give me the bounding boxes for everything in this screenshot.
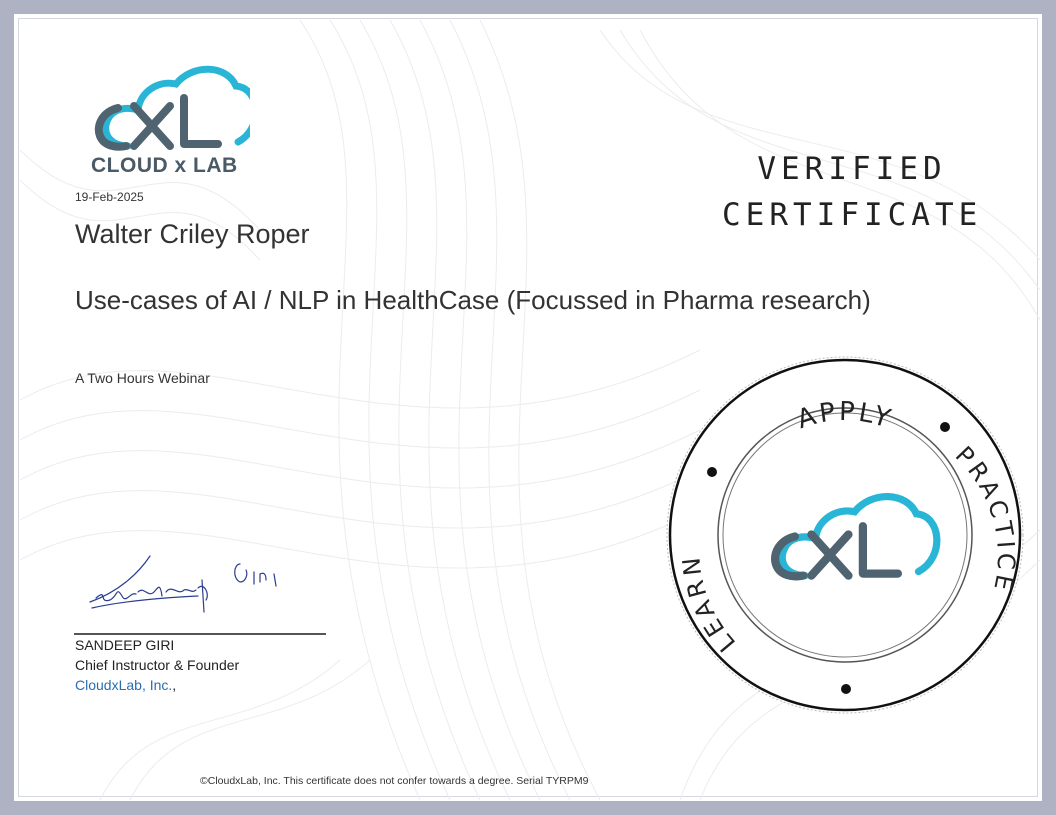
company-link[interactable]: CloudxLab, Inc. (75, 677, 173, 693)
signer-title: Chief Instructor & Founder (75, 657, 240, 673)
footer-disclaimer: ©CloudxLab, Inc. This certificate does not confer towards a degree. Serial TYRPM9 (200, 775, 589, 787)
seal-word-practice: PRACTICE (949, 440, 1021, 597)
certificate-heading (722, 146, 982, 238)
signer-name: SANDEEP GIRI (75, 637, 175, 653)
seal-word-learn: LEARN (676, 552, 742, 658)
course-title: Use-cases of AI / NLP in HealthCase (Focussed in Pharma research) (75, 285, 871, 315)
course-description: A Two Hours Webinar (75, 370, 210, 386)
heading-line-verified: VERIFIED (757, 151, 947, 187)
seal-word-apply: APPLY (793, 396, 897, 436)
handwritten-signature (88, 552, 298, 622)
issue-date: 19-Feb-2025 (75, 190, 144, 204)
heading-line-certificate: CERTIFICATE (722, 197, 983, 233)
company-name (75, 677, 176, 693)
company-suffix: , (172, 677, 177, 693)
apply-practice-learn-seal (660, 350, 1030, 720)
signature-line (74, 633, 326, 635)
logo-text: CLOUD x LAB (91, 154, 238, 177)
recipient-name: Walter Criley Roper (75, 219, 310, 249)
